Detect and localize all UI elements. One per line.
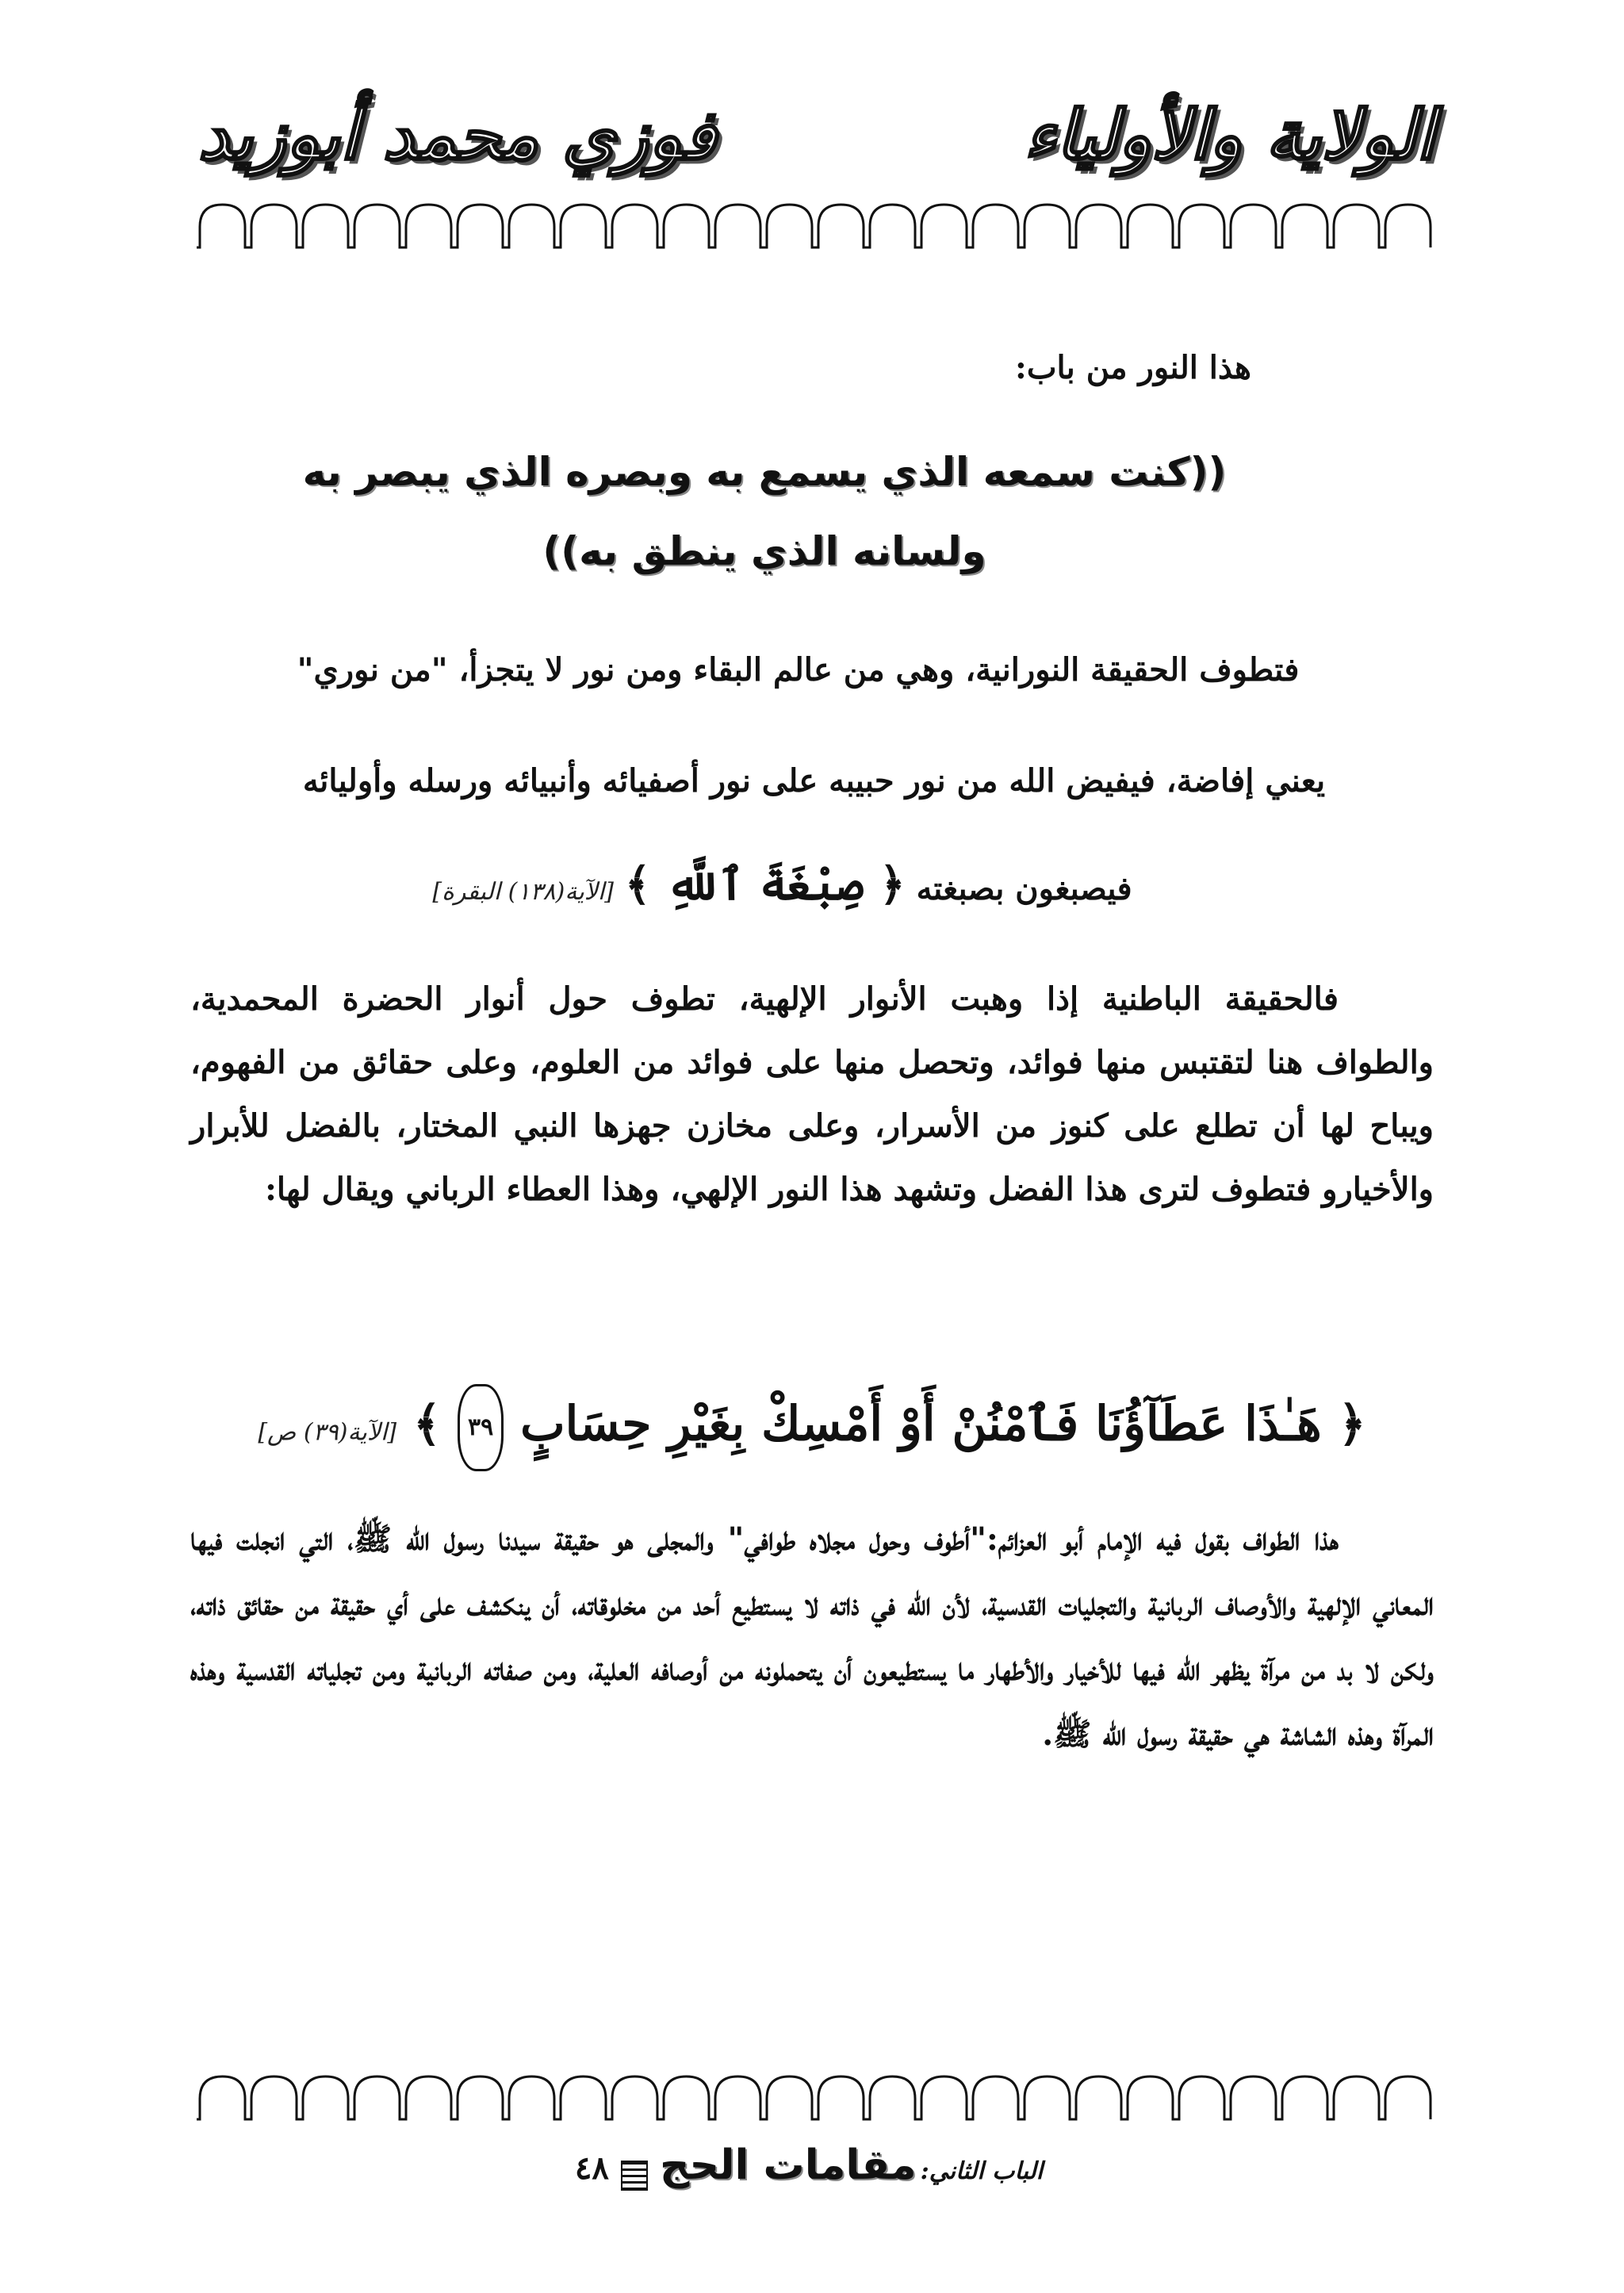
page-number: ٤٨ (574, 2149, 609, 2187)
intro-line: هذا النور من باب: (1015, 349, 1251, 386)
author-name: فوزي محمد أبوزيد (198, 95, 717, 175)
verse-reference-2: [الآية(٣٩) ص] (258, 1418, 397, 1447)
verse-reference: [الآية(١٣٨) البقرة] (432, 878, 614, 906)
book-title: الولاية والأولياء (1024, 95, 1435, 175)
verse-text: ﴿ هَـٰذَا عَطَآؤُنَا فَٱمْنُنْ أَوْ أَمْسِكْ بِغَيْرِ حِسَابٍ (520, 1396, 1366, 1452)
text-line-3 (333, 853, 1231, 924)
bottom-ornamental-border (197, 2072, 1434, 2122)
text-line-2: يعني إفاضة، فيفيض الله من نور حبيبه على نور أصفيائه وأنبيائه ورسله وأوليائه (302, 762, 1326, 799)
paragraph-2 (190, 1507, 1434, 1767)
arch-pattern (197, 205, 1431, 247)
paragraph-2-text: هذا الطواف بقول فيه الإمام أبو العزائم:"أطوف وحول مجلاه طوافي" والمجلى هو حقيقة سيدنا رسول الله ﷺ، التي انجلت فيها المعاني الإلهية والأوصاف الربانية والتجليات القدسية، لأن الله في ذاته لا يستطيع أحد من مخلوقاته، أن ينكشف على أي حقيقة من حقائق ذاته، ولكن لا بد من مرآة يظهر الله فيها للأخيار والأطهار ما يستطيعون أن يتحملونه من أوصافه العلية، ومن صفاته الربانية ومن تجلياته القدسية وهذه المرآة وهذه الشاشة هي حقيقة رسول الله ﷺ. (190, 1520, 1434, 1753)
verse-number-badge: ٣٩ (458, 1384, 504, 1471)
verse-close-bracket: ﴾ (412, 1396, 442, 1452)
section-title: مقامات الحج (660, 2142, 917, 2189)
line3-prefix: فيصبغون بصبغته (916, 870, 1132, 907)
paragraph-1-text: فالحقيقة الباطنية إذا وهبت الأنوار الإلهية، تطوف حول أنوار الحضرة المحمدية، والطواف هنا لتقتبس منها فوائد، وتحصل منها على فوائد من العلوم، وعلى حقائق من الفهوم، ويباح لها أن تطلع على كنوز من الأسرار، وعلى مخازن جهزها النبي المختار، بالفضل للأبرار والأخيارو فتطوف لترى هذا الفضل وتشهد هذا النور الإلهي، وهذا العطاء الرباني ويقال لها: (190, 980, 1434, 1208)
top-ornamental-border (197, 200, 1434, 251)
quran-verse (198, 1384, 1426, 1473)
page-icon (621, 2161, 648, 2191)
arch-pattern (197, 2076, 1431, 2119)
hadith-quote: ((كنت سمعه الذي يسمع به وبصره الذي يبصر به ولسانه الذي ينطق به)) (302, 449, 1227, 574)
quran-inline-phrase: ﴿ صِبْغَةَ ٱللَّهِ ﴾ (624, 858, 906, 911)
page-footer (523, 2142, 1094, 2191)
chapter-label: الباب الثاني: (920, 2157, 1044, 2185)
paragraph-1 (190, 968, 1434, 1221)
page-header (198, 95, 1435, 182)
text-line-1: فتطوف الحقيقة النورانية، وهي من عالم البقاء ومن نور لا يتجزأ، "من نوري" (297, 651, 1300, 688)
